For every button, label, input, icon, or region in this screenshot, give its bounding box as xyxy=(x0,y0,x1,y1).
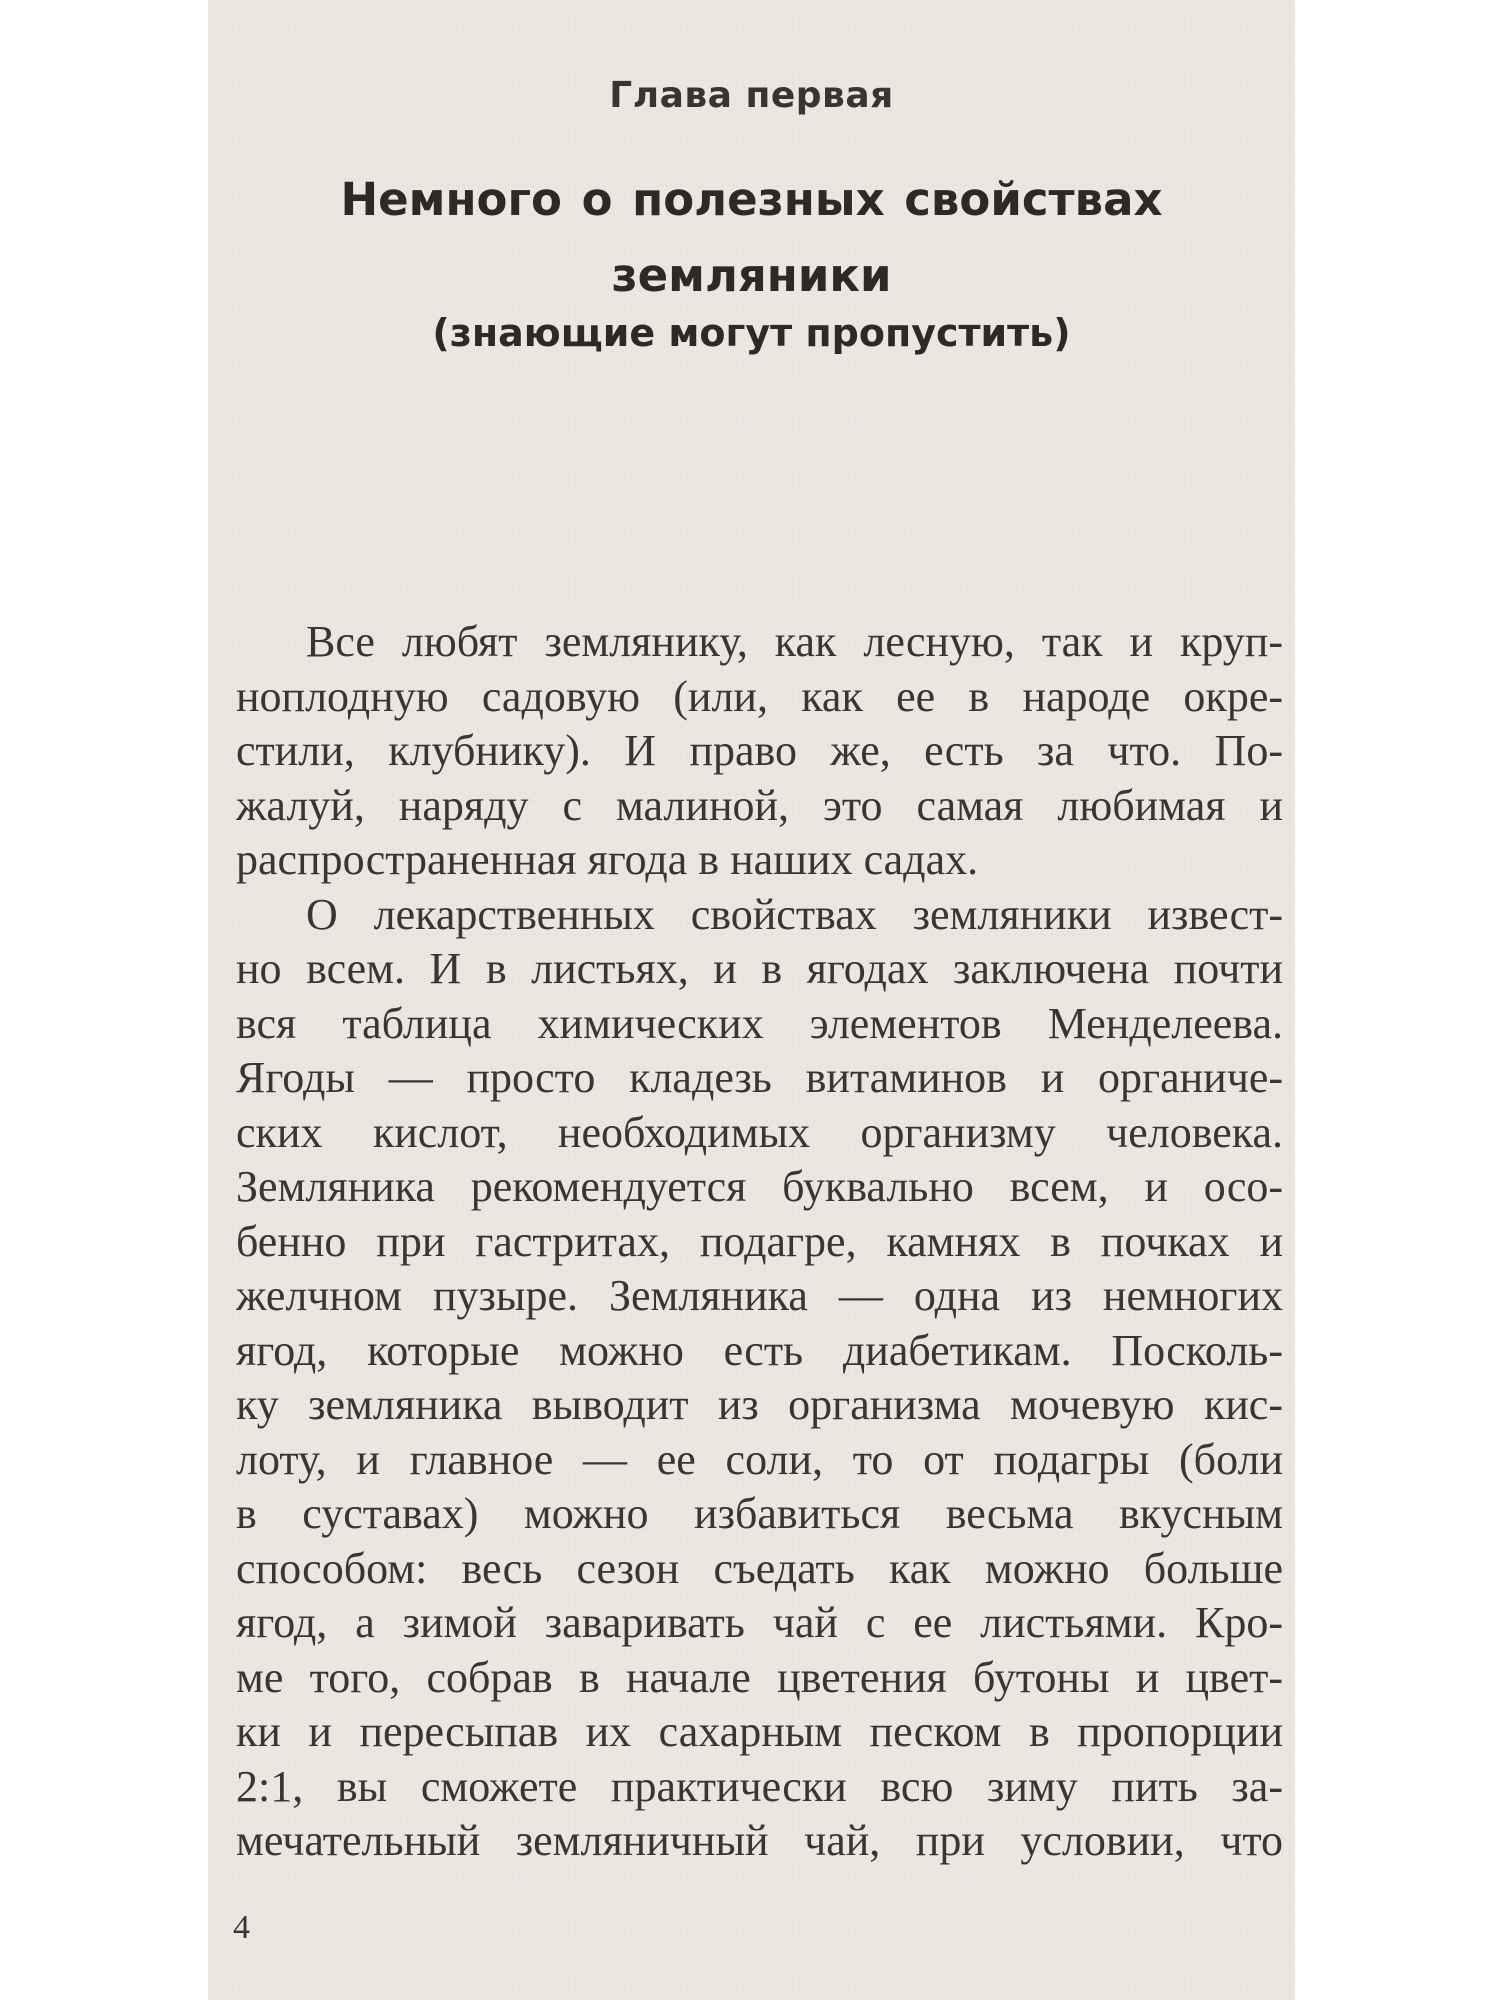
text-line: желчном пузыре. Земляника — одна из немногих xyxy=(236,1271,1283,1320)
text-line: но всем. И в листьях, и в ягодах заключена почти xyxy=(236,944,1283,993)
text-line: бенно при гастритах, подагре, камнях в почках и xyxy=(236,1216,1283,1266)
page-number: 4 xyxy=(233,1909,250,1946)
text-line: способом: весь сезон съедать как можно больше xyxy=(236,1543,1283,1593)
text-line: мечательный земляничный чай, при условии, что xyxy=(236,1816,1283,1865)
text-line: распространенная ягода в наших садах. xyxy=(236,835,979,884)
text-line: ягод, а зимой заваривать чай с ее листьями. Кро- xyxy=(236,1598,1283,1647)
text-line: ку земляника выводит из организма мочевую кис- xyxy=(236,1380,1283,1429)
text-line: жалуй, наряду с малиной, это самая любимая и xyxy=(236,780,1283,830)
text-line: Все любят землянику, как лесную, так и круп- xyxy=(306,617,1283,666)
chapter-title-line: Немного о полезных свойствах xyxy=(340,173,1163,226)
text-line: Земляника рекомендуется буквально всем, и осо- xyxy=(236,1162,1283,1211)
text-line: стили, клубнику). И право же, есть за что. По- xyxy=(236,726,1283,775)
body-text xyxy=(236,615,1283,1869)
text-line: вся таблица химических элементов Менделеева. xyxy=(236,998,1283,1048)
text-line: ки и пересыпав их сахарным песком в пропорции xyxy=(236,1707,1283,1756)
text-line: ноплодную садовую (или, как ее в народе окре- xyxy=(236,671,1283,721)
chapter-title xyxy=(208,162,1295,314)
text-line: в суставах) можно избавиться весьма вкусным xyxy=(236,1489,1283,1538)
text-line: Ягоды — просто кладезь витаминов и органиче- xyxy=(236,1053,1283,1102)
paragraph-1 xyxy=(236,615,1283,888)
text-line: ягод, которые можно есть диабетикам. Посколь- xyxy=(236,1325,1283,1375)
chapter-label: Глава первая xyxy=(609,75,894,116)
text-line: О лекарственных свойствах земляники извест- xyxy=(306,889,1283,939)
book-page xyxy=(208,0,1295,2000)
text-line: лоту, и главное — ее соли, то от подагры (боли xyxy=(236,1434,1283,1484)
paragraph-2 xyxy=(236,888,1283,1869)
chapter-subtitle: (знающие могут пропустить) xyxy=(432,311,1071,355)
text-line: ме того, собрав в начале цветения бутоны и цвет- xyxy=(236,1652,1283,1702)
text-line: 2:1, вы сможете практически всю зиму пить за- xyxy=(236,1761,1283,1811)
chapter-title-line: земляники xyxy=(611,249,892,302)
text-line: ских кислот, необходимых организму человека. xyxy=(236,1107,1283,1157)
